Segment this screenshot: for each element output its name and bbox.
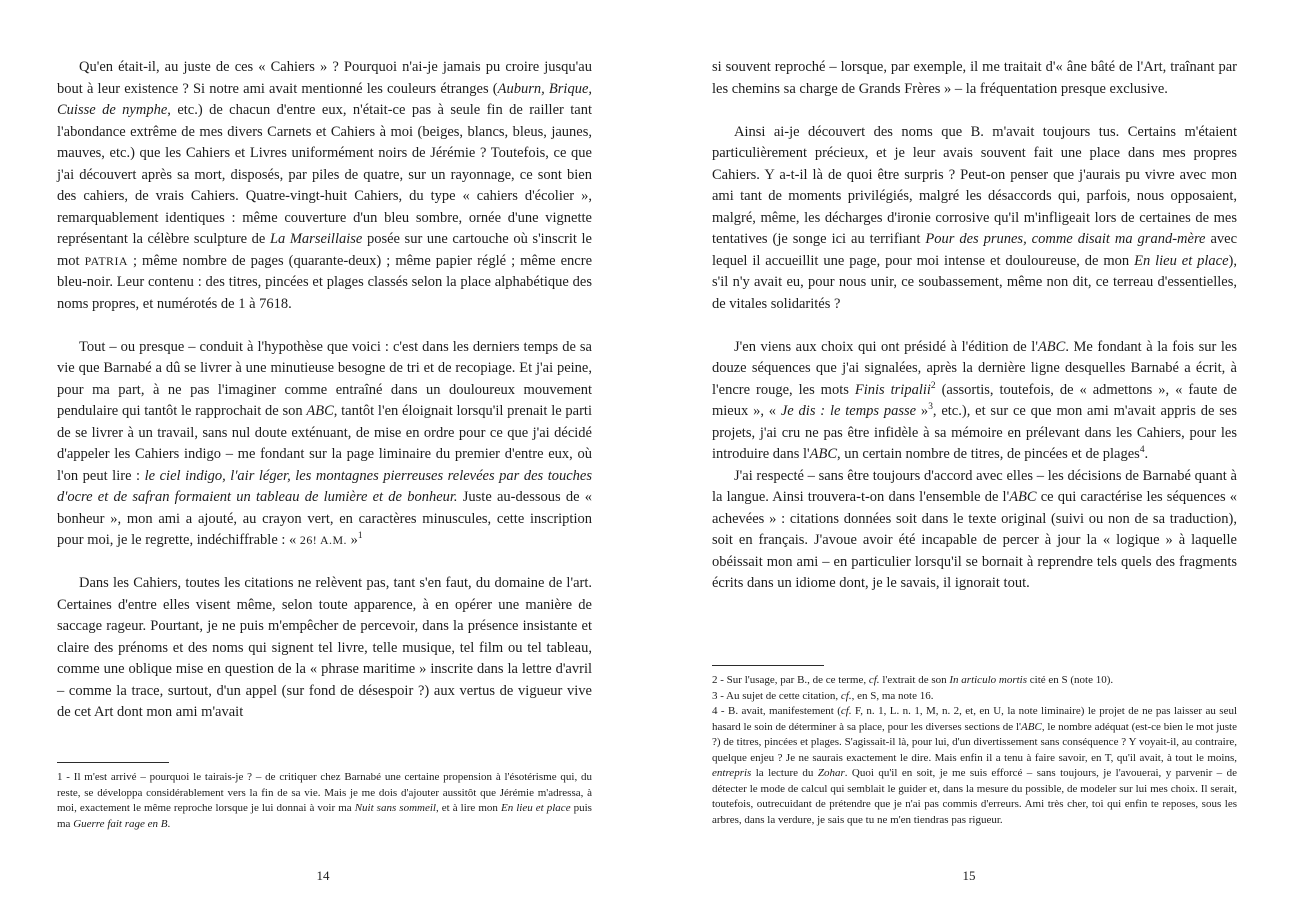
- text-run-italic: Zohar: [817, 767, 845, 779]
- footnote: 2 - Sur l'usage, par B., de ce terme, cf. l'extrait de son In articulo mortis cité en S (note 10).: [712, 674, 1114, 686]
- text-run-italic: Finis tripalii: [854, 381, 931, 398]
- text-run-italic: Pour des prunes, comme disait ma grand-mère: [925, 231, 1206, 247]
- text-run-italic: La Marseillaise: [269, 231, 363, 247]
- text-run-italic: ABC: [809, 446, 838, 462]
- text-run-italic: Auburn, Brique, Cuisse de nymphe: [57, 80, 593, 118]
- page-left-footnotes: [57, 762, 592, 832]
- text-run-smallcaps: 26! A.M.: [299, 533, 347, 547]
- page-left-body-text: [57, 57, 592, 724]
- paragraph: Dans les Cahiers, toutes les citations ne relèvent pas, tant s'en faut, du domaine de l'art. Certaines d'entre elles visent même, selon toute apparence, à en opérer une manière de saccage rageur. Pourtant, je ne puis m'empêcher de percevoir, dans la présence insistante et claire des prénoms et des noms qui signent tel livre, telle musique, tel film ou tel tableau, comme une oblique mise en question de la « phrase maritime » inscrite dans la lettre d'avril – comme la trace, surtout, d'un appel (sur fond de désespoir ?) aux vertus de vigueur vive de cet Art dont mon ami m'avait: [57, 575, 592, 720]
- text-run-italic: Nuit sans sommeil: [354, 802, 436, 814]
- text-run-sup: 4: [1139, 445, 1145, 456]
- text-run-italic: En lieu et place: [1134, 252, 1229, 269]
- text-run-italic: cf.: [840, 689, 852, 702]
- paragraph: Qu'en était-il, au juste de ces « Cahiers » ? Pourquoi n'ai-je jamais pu croire jusqu'au bout à leur existence ? Si notre ami avait mentionné les couleurs étranges (Auburn, Brique, Cuisse de nymphe, etc.) de chacun d'entre eux, n'était-ce pas à seule fin de railler tant l'abondance extrême de mes divers Carnets et Cahiers à moi (beiges, blancs, bleus, jaunes, mauves, etc.) que les Cahiers et Livres uniformément noirs de Jérémie ? Toutefois, ce que j'ai découvert après sa mort, disposés, par piles de quatre, sur un rayonnage, ce sont bien des cahiers, de vrais Cahiers. Quatre-vingt-huit Cahiers, du type « cahiers d'écolier », remarquablement identiques : même couverture d'un bleu sombre, ornée d'une vignette représentant la célèbre sculpture de La Marseillaise posée sur une cartouche où s'inscrit le mot PATRIA ; même nombre de pages (quarante-deux) ; même papier réglé ; même encre bleu-noir. Leur contenu : des titres, pincées et plages classés selon la place alphabétique des noms propres, et numérotés de 1 à 7618.: [57, 59, 593, 312]
- paragraph: J'en viens aux choix qui ont présidé à l'édition de l'ABC. Me fondant à la fois sur les douze séquences que j'ai signalées, après la dernière ligne desquelles Barnabé a écrit, à l'encre rouge, les mots Finis tripalii$^2$ (assortis, toutefois, de « admettons », « faute de mieux », « Je dis : le temps passe »$^3$, etc.), et sur ce que mon ami m'avait appris de ses projets, j'ai cru ne pas être infidèle à sa mémoire en prélevant dans les Cahiers, pour les introduire dans l'ABC, un certain nombre de titres, de pincées et de plages$^4$.: [712, 338, 1237, 462]
- text-run-sup: 1: [357, 531, 363, 542]
- text-run-italic: En lieu et place: [500, 802, 571, 814]
- page-right-footnotes: [712, 665, 1237, 828]
- text-run-smallcaps: PATRIA: [84, 253, 128, 268]
- footnote: 1 - Il m'est arrivé – pourquoi le tairais-je ? – de critiquer chez Barnabé une certaine propension à l'ésotérisme qui, du reste, se développa considérablement vers la fin de sa vie. Mais je me dois d'ajouter aussitôt que Jérémie m'adressa, à moi, exactement le même reproche lorsque je lui donnai à voir ma Nuit sans sommeil, et à lire mon En lieu et place puis ma Guerre fait rage en B.: [57, 771, 592, 830]
- text-run-italic: ABC: [306, 403, 334, 419]
- paragraph: si souvent reproché – lorsque, par exemple, il me traitait d'« âne bâté de l'Art, traînant par les chemins sa charge de Grands Frères » – la fréquentation presque exclusive.: [712, 59, 1237, 97]
- text-run-italic: cf.: [840, 705, 852, 717]
- text-run-italic: ABC: [1021, 720, 1042, 733]
- page-right-footnote-list: [712, 673, 1237, 828]
- text-run-italic: ABC: [1037, 338, 1066, 355]
- footnote-divider: [57, 762, 169, 763]
- text-run-italic: entrepris: [712, 767, 752, 779]
- text-run-italic: ABC: [1009, 489, 1037, 505]
- footnote-divider: [712, 665, 824, 666]
- text-run-italic: Je dis : le temps passe: [780, 403, 917, 419]
- footnote: 4 - B. avait, manifestement (cf. F, n. 1, L. n. 1, M, n. 2, et, en U, la note liminaire) le projet de ne pas laisser au seul hasard le soin de déterminer à sa place, pour les diverses sections de l'ABC, le nombre adéquat (est-ce bien le mot juste ?) de titres, pincées et plages. S'agissait-il là, pour lui, d'un divertissement sans conséquence ? Y voyait-il, au contraire, quelque enjeu ? Je ne saurais exactement le dire. Mais enfin il a tenu à faire savoir, en T, qu'il avait, à tout le moins, entrepris la lecture du Zohar. Quoi qu'il en soit, je me suis efforcé – sans toujours, je l'avouerai, y parvenir – de détecter le mode de calcul qui semblait le guider et, dans la mesure du possible, de modeler sur lui mes choix. Il serait, toutefois, outrecuidant de prétendre que je n'ai pas commis d'erreurs. Ami très cher, toi qui enfin te reposes, sous les arbres, dans la verdure, je sais que tu ne m'en tiendras pas rigueur.: [712, 705, 1238, 826]
- text-run-sup: 3: [928, 402, 933, 413]
- text-run-italic: Guerre fait rage en B: [73, 817, 168, 830]
- page-right: [646, 0, 1292, 904]
- text-run-italic: In articulo mortis: [949, 674, 1027, 686]
- paragraph: Tout – ou presque – conduit à l'hypothèse que voici : c'est dans les derniers temps de sa vie que Barnabé a dû se livrer à une minutieuse besogne de tri et de recopiage. Et j'ai peine, pour ma part, à ne pas l'imaginer comme entraîné dans un douloureux mouvement pendulaire qui tantôt le rapprochait de son ABC, tantôt l'en éloignait lorsqu'il prenait le parti de se livrer à un travail, sans nul doute exténuant, de mise en ordre pour ce que j'ai décidé d'appeler les Cahiers indigo – me fondant sur la page liminaire du premier d'entre eux, où l'on peut lire : le ciel indigo, l'air léger, les montagnes pierreuses relevées par des touches d'ocre et de safran formaient un tableau de lumière et de bonheur. Juste au-dessous de « bonheur », mon ami a ajouté, au crayon vert, en caractères minuscules, cette inscription pour moi, je le regrette, indéchiffrable : « 26! A.M. »$^1$: [57, 338, 592, 548]
- page-number-right: 15: [962, 868, 976, 883]
- page-left-footnote-list: [57, 770, 592, 832]
- footnote: 3 - Au sujet de cette citation, cf., en S, ma note 16.: [712, 689, 934, 702]
- paragraph: J'ai respecté – sans être toujours d'accord avec elles – les décisions de Barnabé quant à la langue. Ainsi trouvera-t-on dans l'ensemble de l'ABC ce qui caractérise les séquences « achevées » : citations données soit dans le texte original (suivi ou non de sa traduction), soit en français. J'avoue avoir été incapable de percer à jour la « logique » à laquelle obéissait mon ami – en particulier lorsqu'il se bornait à reprendre tels quels des fragments écrits dans un idiome dont, je le savais, il ignorait tout.: [712, 467, 1237, 591]
- page-number-left: 14: [316, 868, 330, 883]
- page-right-body-text: [712, 57, 1237, 595]
- paragraph: Ainsi ai-je découvert des noms que B. m'avait toujours tus. Certains m'étaient particulièrement précieux, et je leur avais souvent fait une place dans mes propres Cahiers. Y a-t-il là de quoi être surpris ? Peut-on penser que j'aurais pu vivre avec mon ami tant de moments privilégiés, malgré les désaccords qui, parfois, nous opposaient, malgré, même, les décharges d'ironie corrosive qu'il m'infligeait lors de certaines de mes tentatives (je songe ici au terrifiant Pour des prunes, comme disait ma grand-mère avec lequel il accueillit une page, pour moi intense et douloureuse, de mon En lieu et place), s'il n'y avait eu, pour nous unir, ce soubassement, même non dit, ce terreau d'essentielles, de vitales solidarités ?: [712, 123, 1238, 312]
- text-run-italic: cf.: [868, 674, 880, 686]
- text-run-italic: le ciel indigo, l'air léger, les montagnes pierreuses relevées par des touches d'ocre et de safran formaient un tableau de lumière et de bonheur.: [57, 467, 592, 505]
- text-run-sup: 2: [930, 380, 936, 391]
